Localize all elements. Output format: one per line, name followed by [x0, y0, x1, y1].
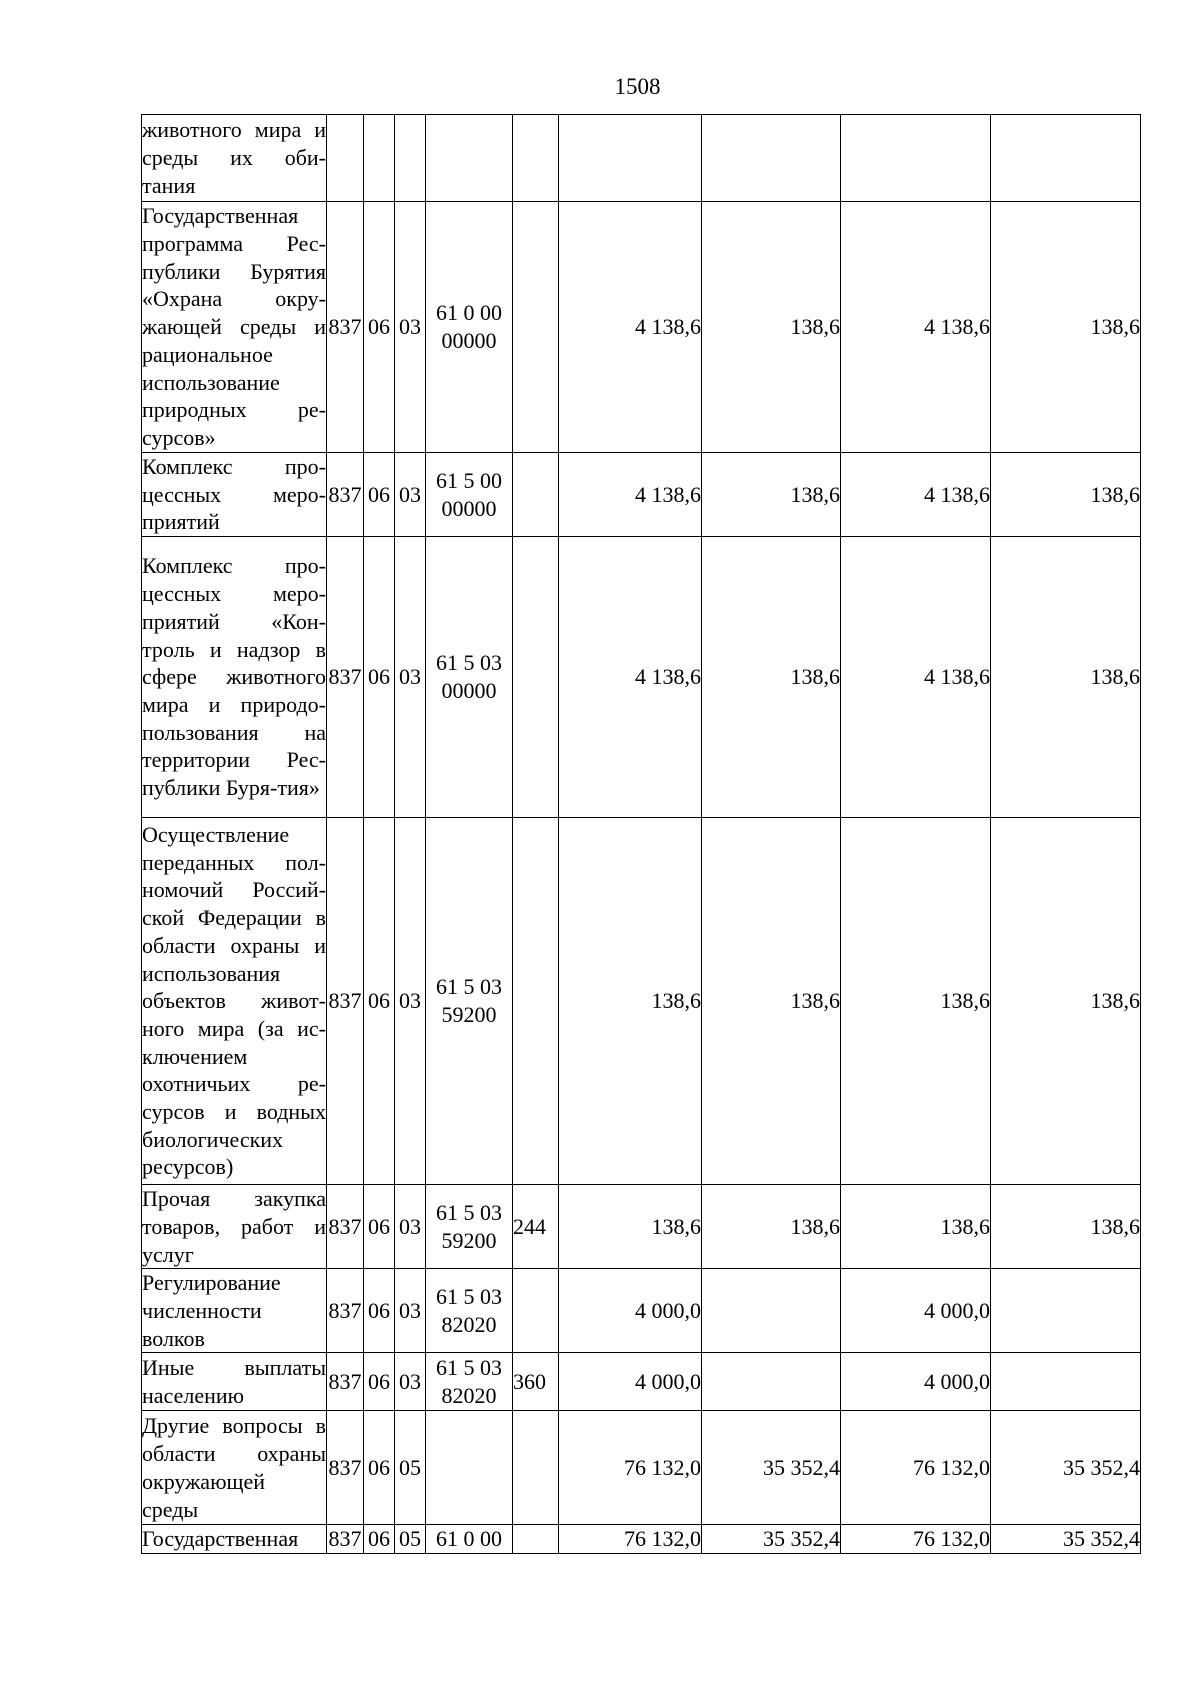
amount-cell-3: 4 138,6	[841, 453, 991, 537]
section-code-cell: 06	[364, 1411, 395, 1525]
grbs-code-cell: 837	[327, 1185, 364, 1269]
target-article-cell	[426, 115, 513, 202]
expense-type-cell	[513, 818, 559, 1185]
target-article-cell: 61 5 03 00000	[426, 537, 513, 818]
row-name-cell: Прочая закупка товаров, работ и услуг	[142, 1185, 327, 1269]
row-name-cell: Государственная программа Рес-публики Бурятия «Охрана окру-жающей среды и рациональное использование природных ре-сурсов»	[142, 202, 327, 453]
amount-cell-4	[991, 1353, 1141, 1411]
amount-cell-2: 138,6	[702, 202, 841, 453]
table-row	[142, 1353, 1141, 1411]
amount-cell-4: 138,6	[991, 453, 1141, 537]
section-code-cell	[364, 115, 395, 202]
section-code-cell: 06	[364, 1185, 395, 1269]
amount-cell-3: 4 138,6	[841, 202, 991, 453]
amount-cell-3	[841, 115, 991, 202]
grbs-code-cell: 837	[327, 1269, 364, 1353]
amount-cell-3: 76 132,0	[841, 1525, 991, 1554]
amount-cell-4: 138,6	[991, 537, 1141, 818]
expense-type-cell: 244	[513, 1185, 559, 1269]
amount-cell-3: 138,6	[841, 818, 991, 1185]
grbs-code-cell: 837	[327, 818, 364, 1185]
table-row	[142, 1525, 1141, 1554]
amount-cell-2	[702, 1269, 841, 1353]
section-code-cell: 06	[364, 1353, 395, 1411]
table-row	[142, 202, 1141, 453]
section-code-cell: 06	[364, 818, 395, 1185]
amount-cell-2	[702, 115, 841, 202]
grbs-code-cell	[327, 115, 364, 202]
target-article-cell: 61 5 03 59200	[426, 1185, 513, 1269]
target-article-cell: 61 0 00 00000	[426, 202, 513, 453]
section-code-cell: 06	[364, 537, 395, 818]
grbs-code-cell: 837	[327, 1353, 364, 1411]
subsection-code-cell: 03	[395, 537, 426, 818]
amount-cell-1: 4 000,0	[559, 1353, 702, 1411]
subsection-code-cell: 03	[395, 1185, 426, 1269]
target-article-cell: 61 0 00	[426, 1525, 513, 1554]
amount-cell-1: 76 132,0	[559, 1525, 702, 1554]
grbs-code-cell: 837	[327, 202, 364, 453]
target-article-cell	[426, 1411, 513, 1525]
target-article-cell: 61 5 03 82020	[426, 1269, 513, 1353]
grbs-code-cell: 837	[327, 1411, 364, 1525]
expense-type-cell	[513, 1525, 559, 1554]
amount-cell-4	[991, 1269, 1141, 1353]
subsection-code-cell	[395, 115, 426, 202]
amount-cell-4: 35 352,4	[991, 1525, 1141, 1554]
expense-type-cell	[513, 1411, 559, 1525]
subsection-code-cell: 03	[395, 202, 426, 453]
table-row	[142, 453, 1141, 537]
amount-cell-2: 138,6	[702, 818, 841, 1185]
table-row	[142, 1411, 1141, 1525]
amount-cell-2: 35 352,4	[702, 1411, 841, 1525]
expense-type-cell	[513, 537, 559, 818]
amount-cell-4: 138,6	[991, 1185, 1141, 1269]
amount-cell-4: 138,6	[991, 202, 1141, 453]
amount-cell-2: 35 352,4	[702, 1525, 841, 1554]
row-name-cell: Осуществление переданных пол-номочий Россий-ской Федерации в области охраны и использования объектов живот-ного мира (за ис-ключением охотничьих ре-сурсов и водных биологических ресурсов)	[142, 818, 327, 1185]
target-article-cell: 61 5 03 59200	[426, 818, 513, 1185]
section-code-cell: 06	[364, 1269, 395, 1353]
amount-cell-3: 4 138,6	[841, 537, 991, 818]
amount-cell-1: 4 138,6	[559, 453, 702, 537]
section-code-cell: 06	[364, 202, 395, 453]
grbs-code-cell: 837	[327, 453, 364, 537]
subsection-code-cell: 03	[395, 453, 426, 537]
amount-cell-2: 138,6	[702, 1185, 841, 1269]
target-article-cell: 61 5 00 00000	[426, 453, 513, 537]
grbs-code-cell: 837	[327, 537, 364, 818]
amount-cell-4	[991, 115, 1141, 202]
subsection-code-cell: 03	[395, 1269, 426, 1353]
row-name-cell: Государственная	[142, 1525, 327, 1554]
expense-type-cell	[513, 1269, 559, 1353]
subsection-code-cell: 03	[395, 1353, 426, 1411]
amount-cell-1: 4 138,6	[559, 537, 702, 818]
expense-type-cell	[513, 202, 559, 453]
row-name-cell: Комплекс про-цессных меро-приятий «Кон-троль и надзор в сфере животного мира и природо-пользования на территории Рес-публики Буря-тия»	[142, 537, 327, 818]
expense-type-cell	[513, 453, 559, 537]
row-name-cell: Регулирование численности волков	[142, 1269, 327, 1353]
amount-cell-1: 138,6	[559, 1185, 702, 1269]
amount-cell-3: 4 000,0	[841, 1353, 991, 1411]
expense-type-cell	[513, 115, 559, 202]
amount-cell-3: 76 132,0	[841, 1411, 991, 1525]
row-name-cell: Иные выплаты населению	[142, 1353, 327, 1411]
amount-cell-1	[559, 115, 702, 202]
row-name-cell: Комплекс про-цессных меро-приятий	[142, 453, 327, 537]
amount-cell-4: 138,6	[991, 818, 1141, 1185]
section-code-cell: 06	[364, 453, 395, 537]
table-row	[142, 1269, 1141, 1353]
grbs-code-cell: 837	[327, 1525, 364, 1554]
amount-cell-1: 4 000,0	[559, 1269, 702, 1353]
subsection-code-cell: 05	[395, 1411, 426, 1525]
row-name-cell: Другие вопросы в области охраны окружающей среды	[142, 1411, 327, 1525]
expense-type-cell: 360	[513, 1353, 559, 1411]
table-row	[142, 537, 1141, 818]
table-row	[142, 115, 1141, 202]
amount-cell-3: 138,6	[841, 1185, 991, 1269]
amount-cell-1: 138,6	[559, 818, 702, 1185]
table-row	[142, 818, 1141, 1185]
amount-cell-2	[702, 1353, 841, 1411]
amount-cell-3: 4 000,0	[841, 1269, 991, 1353]
amount-cell-1: 76 132,0	[559, 1411, 702, 1525]
amount-cell-1: 4 138,6	[559, 202, 702, 453]
section-code-cell: 06	[364, 1525, 395, 1554]
page-number: 1508	[614, 74, 661, 99]
budget-table	[141, 114, 1141, 1554]
table-row	[142, 1185, 1141, 1269]
amount-cell-2: 138,6	[702, 537, 841, 818]
subsection-code-cell: 05	[395, 1525, 426, 1554]
amount-cell-2: 138,6	[702, 453, 841, 537]
subsection-code-cell: 03	[395, 818, 426, 1185]
target-article-cell: 61 5 03 82020	[426, 1353, 513, 1411]
amount-cell-4: 35 352,4	[991, 1411, 1141, 1525]
row-name-cell: животного мира и среды их оби-тания	[142, 115, 327, 202]
